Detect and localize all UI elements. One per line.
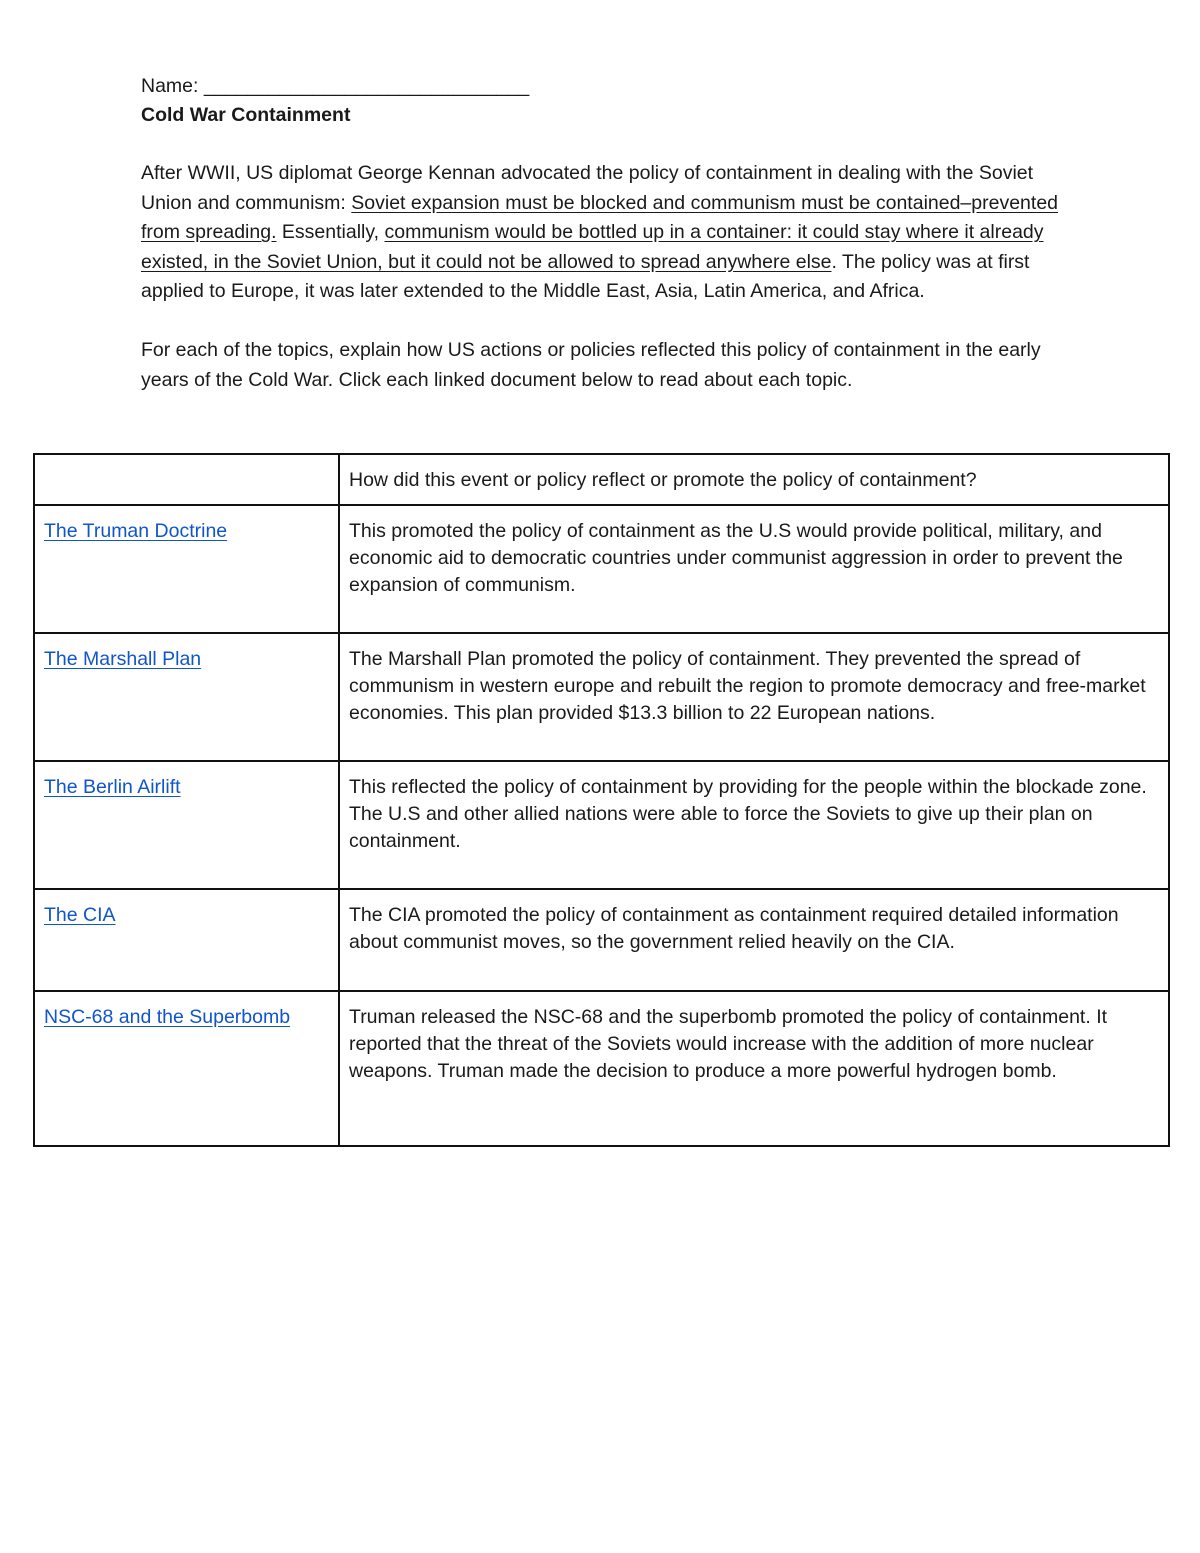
topic-cell xyxy=(34,505,339,633)
answer-cell[interactable]: The CIA promoted the policy of containment as containment required detailed information about communist moves, so the government relied heavily on the CIA. xyxy=(339,889,1169,991)
answer-cell[interactable]: This promoted the policy of containment as the U.S would provide political, military, and economic aid to democratic countries under communist aggression in order to prevent the expansion of communism. xyxy=(339,505,1169,633)
intro-underlined-2: communism would be bottled up in a container: it could stay where it already existed, in the Soviet Union, but it could not be allowed to spread anywhere else xyxy=(141,221,1044,273)
table-row xyxy=(34,505,1169,633)
link-berlin-airlift[interactable]: The Berlin Airlift xyxy=(44,776,181,798)
table-row xyxy=(34,633,1169,761)
table-header-row xyxy=(34,454,1169,505)
link-marshall-plan[interactable]: The Marshall Plan xyxy=(44,648,202,670)
topic-cell xyxy=(34,889,339,991)
link-truman-doctrine[interactable]: The Truman Doctrine xyxy=(44,520,228,542)
answer-cell[interactable]: Truman released the NSC-68 and the superbomb promoted the policy of containment. It reported that the threat of the Soviets would increase with the addition of more nuclear weapons. Truman made the decision to produce a more powerful hydrogen bomb. xyxy=(339,991,1169,1146)
instructions-paragraph: For each of the topics, explain how US actions or policies reflected this policy of containment in the early years of the Cold War. Click each linked document below to read about each topic. xyxy=(141,338,1041,391)
table-row xyxy=(34,889,1169,991)
link-cia[interactable]: The CIA xyxy=(44,904,116,926)
intro-paragraph xyxy=(141,159,1061,307)
table-row xyxy=(34,761,1169,889)
page-title: Cold War Containment xyxy=(141,104,351,126)
containment-table xyxy=(33,453,1170,1147)
intro-text-3: . The policy was at first applied to Europe, it was later extended to the Middle East, Asia, Latin America, and Africa. xyxy=(141,250,1030,303)
document-header xyxy=(141,72,1061,395)
answer-cell[interactable]: The Marshall Plan promoted the policy of containment. They prevented the spread of communism in western europe and rebuilt the region to promote democracy and free-market economies. This plan provided $13.3 billion to 22 European nations. xyxy=(339,633,1169,761)
answer-cell[interactable]: This reflected the policy of containment by providing for the people within the blockade zone. The U.S and other allied nations were able to force the Soviets to give up their plan on containment. xyxy=(339,761,1169,889)
intro-underlined-1: Soviet expansion must be blocked and communism must be contained–prevented from spreading. xyxy=(141,191,1059,244)
topic-cell xyxy=(34,991,339,1146)
link-nsc-68-superbomb[interactable]: NSC-68 and the Superbomb xyxy=(44,1006,291,1028)
intro-text-1: After WWII, US diplomat George Kennan advocated the policy of containment in dealing with the Soviet Union and communism: xyxy=(141,162,1034,214)
header-empty-cell xyxy=(34,454,339,505)
intro-text-2: Essentially, xyxy=(276,221,385,244)
name-field-label[interactable]: Name: ______________________________ xyxy=(141,75,530,97)
header-question-cell: How did this event or policy reflect or promote the policy of containment? xyxy=(339,454,1169,505)
table-row xyxy=(34,991,1169,1146)
topic-cell xyxy=(34,761,339,889)
topic-cell xyxy=(34,633,339,761)
